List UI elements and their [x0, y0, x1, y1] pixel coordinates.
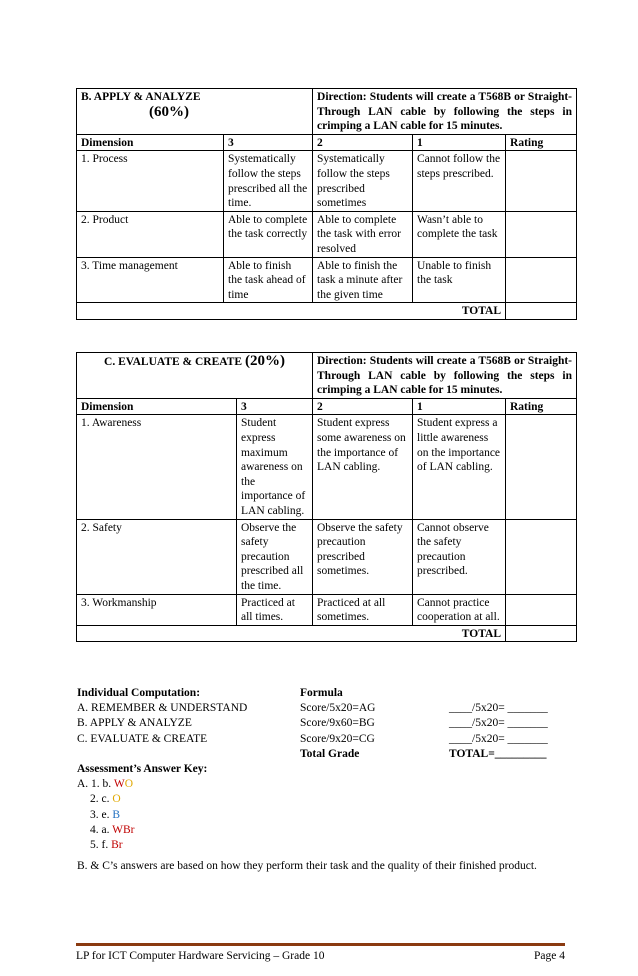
evaluate-create-rubric-table: [76, 352, 577, 642]
answer-key-code: O: [112, 793, 121, 806]
score-3-cell: Able to complete the task correctly: [224, 211, 313, 257]
score-1-cell: Unable to finish the task: [413, 257, 506, 303]
table-row: [77, 151, 577, 211]
column-header-row: [77, 134, 577, 151]
computation-formula: Score/9x60=BG: [300, 717, 375, 730]
score-2-cell: Able to complete the task with error resolved: [313, 211, 413, 257]
computation-label: C. EVALUATE & CREATE: [77, 732, 208, 745]
computation-formula: Score/5x20=AG: [300, 702, 376, 715]
section-title: B. APPLY & ANALYZE: [81, 91, 201, 103]
answer-key-prefix: 5. f.: [90, 838, 112, 851]
answer-key-item: [77, 792, 207, 807]
score-2-cell: Systematically follow the steps prescribed sometimes: [313, 151, 413, 211]
rating-cell[interactable]: [506, 257, 577, 303]
rating-cell[interactable]: [506, 211, 577, 257]
table-row: [77, 519, 577, 594]
table-row: [77, 211, 577, 257]
dimension-cell: 1. Process: [77, 151, 224, 211]
computation-blank[interactable]: ____/5x20= _______: [449, 717, 548, 730]
section-title: C. EVALUATE & CREATE: [104, 356, 243, 368]
rating-cell[interactable]: [506, 415, 577, 519]
rating-cell[interactable]: [506, 519, 577, 594]
individual-computation: [77, 686, 577, 762]
rubric-header-row: [77, 89, 577, 135]
answer-key-prefix: 4. a.: [90, 823, 113, 836]
apply-analyze-rubric-table: [76, 88, 577, 320]
answer-key-item: [77, 808, 207, 823]
computation-label: B. APPLY & ANALYZE: [77, 717, 192, 730]
column-header: 1: [413, 134, 506, 151]
total-rating-cell[interactable]: [506, 303, 577, 320]
answer-key-item: [77, 838, 207, 853]
score-2-cell: Practiced at all sometimes.: [313, 594, 413, 625]
computation-formula: Score/9x20=CG: [300, 732, 375, 745]
total-label: TOTAL: [77, 625, 506, 642]
answer-key-item: [77, 823, 207, 838]
computation-heading: Individual Computation:: [77, 687, 201, 699]
total-row: [77, 303, 577, 320]
table-row: [77, 257, 577, 303]
rubric-header-row: [77, 353, 577, 399]
computation-label: A. REMEMBER & UNDERSTAND: [77, 702, 248, 715]
dimension-cell: 3. Time management: [77, 257, 224, 303]
rating-cell[interactable]: [506, 594, 577, 625]
table-row: [77, 415, 577, 519]
dimension-cell: 2. Safety: [77, 519, 237, 594]
computation-row: [77, 701, 577, 716]
answer-key-prefix: A. 1. b.: [77, 778, 114, 791]
table-row: [77, 594, 577, 625]
section-percent: (20%): [244, 353, 285, 369]
column-header: 1: [413, 398, 506, 415]
section-title-cell: [77, 353, 313, 399]
direction-text: Direction: Students will create a T568B or Straight-Through LAN cable by following the steps in crimping a LAN cable for 15 minutes.: [313, 89, 577, 135]
rating-cell[interactable]: [506, 151, 577, 211]
answer-key-code: O: [124, 778, 134, 791]
total-label: TOTAL: [77, 303, 506, 320]
score-3-cell: Able to finish the task ahead of time: [224, 257, 313, 303]
score-3-cell: Practiced at all times.: [237, 594, 313, 625]
answer-key-code: B: [112, 808, 121, 821]
total-row: [77, 625, 577, 642]
computation-heading-row: [77, 686, 577, 701]
dimension-cell: 1. Awareness: [77, 415, 237, 519]
page-number: Page 4: [534, 950, 565, 962]
answer-key-item: [77, 777, 207, 792]
total-grade-row: [77, 747, 577, 762]
score-2-cell: Able to finish the task a minute after the given time: [313, 257, 413, 303]
column-header: Rating: [506, 398, 577, 415]
column-header: 2: [313, 134, 413, 151]
answer-key-prefix: 2. c.: [90, 793, 113, 806]
score-2-cell: Student express some awareness on the importance of LAN cabling.: [313, 415, 413, 519]
answer-key-code: W: [113, 778, 125, 791]
score-1-cell: Cannot practice cooperation at all.: [413, 594, 506, 625]
formula-heading: Formula: [300, 687, 343, 699]
computation-blank[interactable]: ____/5x20= _______: [449, 702, 548, 715]
dimension-cell: 3. Workmanship: [77, 594, 237, 625]
score-1-cell: Student express a little awareness on the importance of LAN cabling.: [413, 415, 506, 519]
section-title-cell: [77, 89, 313, 135]
answer-key-code: Br: [123, 823, 135, 836]
direction-text: Direction: Students will create a T568B or Straight-Through LAN cable by following the steps in crimping a LAN cable for 15 minutes.: [313, 353, 577, 399]
score-3-cell: Student express maximum awareness on the importance of LAN cabling.: [237, 415, 313, 519]
dimension-cell: 2. Product: [77, 211, 224, 257]
column-header: 3: [224, 134, 313, 151]
score-1-cell: Cannot observe the safety precaution prescribed.: [413, 519, 506, 594]
answer-key-heading: Assessment’s Answer Key:: [77, 763, 208, 775]
computation-blank[interactable]: ____/5x20= _______: [449, 732, 548, 745]
column-header: Dimension: [77, 398, 237, 415]
computation-row: [77, 732, 577, 747]
page-footer: [76, 950, 565, 962]
total-rating-cell[interactable]: [506, 625, 577, 642]
column-header: Rating: [506, 134, 577, 151]
score-3-cell: Systematically follow the steps prescribed all the time.: [224, 151, 313, 211]
computation-row: [77, 716, 577, 731]
column-header: 3: [237, 398, 313, 415]
answer-key-prefix: 3. e.: [90, 808, 113, 821]
score-1-cell: Wasn’t able to complete the task: [413, 211, 506, 257]
score-3-cell: Observe the safety precaution prescribed all the time.: [237, 519, 313, 594]
column-header: Dimension: [77, 134, 224, 151]
total-grade-label: Total Grade: [300, 747, 360, 760]
column-header: 2: [313, 398, 413, 415]
score-1-cell: Cannot follow the steps prescribed.: [413, 151, 506, 211]
total-grade-blank[interactable]: TOTAL=_________: [449, 747, 547, 760]
column-header-row: [77, 398, 577, 415]
answer-key: [77, 762, 207, 853]
section-percent: (60%): [149, 103, 189, 120]
score-2-cell: Observe the safety precaution prescribed sometimes.: [313, 519, 413, 594]
answer-key-code: Br: [111, 838, 123, 851]
answer-key-code: W: [112, 823, 124, 836]
footer-title: LP for ICT Computer Hardware Servicing – Grade 10: [76, 950, 325, 962]
footer-divider: [76, 943, 565, 946]
answers-note: B. & C’s answers are based on how they perform their task and the quality of their finished product.: [77, 860, 537, 872]
